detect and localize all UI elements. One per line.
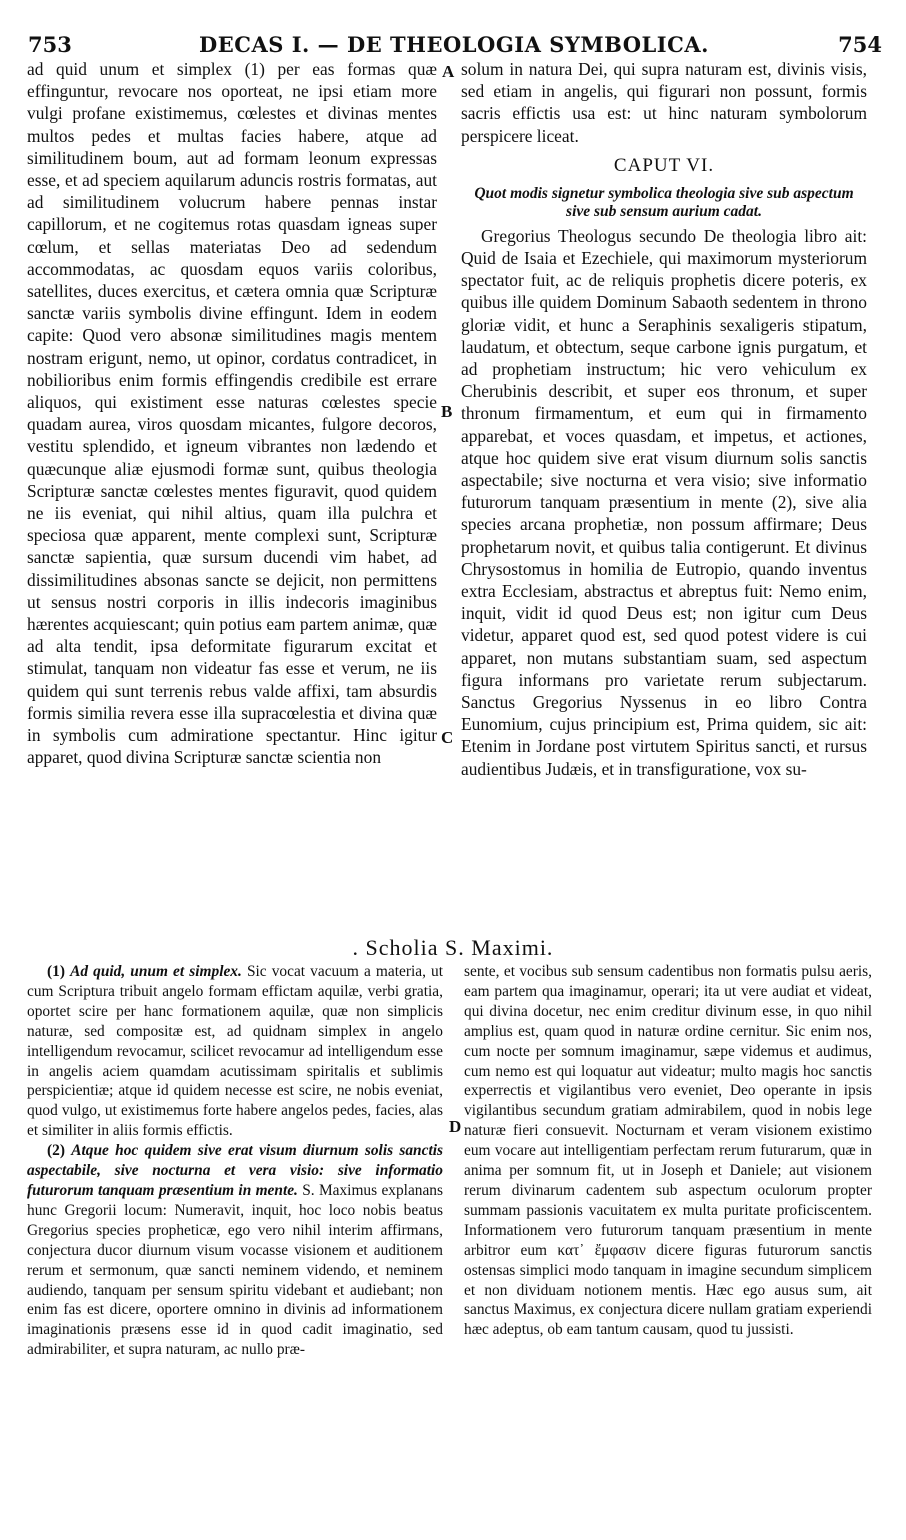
margin-marker-c: C [441, 728, 454, 747]
note-lemma-2: Atque hoc quidem sive erat visum diurnum solis sanctis aspectabile, sive nocturna et vera visio: sive informatio futurorum tanquam præsentium in mente. [27, 1142, 443, 1199]
note-text-1: Sic vocat vacuum a materia, ut cum Scriptura tribuit angelo formam effictam aquilæ, verbi gratia, oportet scire per hanc formationem aquilæ, quæ non simplicis naturæ, sed compositæ est, ad quidnam simplex in angelo intelligendum revocamur, scilicet revocamur ad intelligendum esse in angelis aciem quamdam acutissimam spiritalis et sublimis perspicientiæ; atque id quidem necesse est scire, ne nobis eveniat, quod vulgo, ut existimemus forte habere angelos pedes, facies, alas et similiter in aliis formis effictis. [27, 963, 443, 1140]
scholia-title: . Scholia S. Maximi. [352, 935, 554, 960]
margin-marker-b: B [441, 402, 453, 421]
chapter-subtitle: Quot modis signetur symbolica theologia sive sub aspectum sive sub sensum aurium cadat. [474, 184, 854, 220]
note-lemma-1: Ad quid, unum et simplex. [70, 963, 242, 980]
scholion-2 [27, 1141, 443, 1360]
main-right-intro: solum in natura Dei, qui supra naturam est, divinis visis, sed etiam in angelis, qui figurari non possunt, formis sacris effictis usa est: ut hinc naturam symbolorum perspicere liceat. [461, 59, 867, 146]
scholion-1 [27, 962, 443, 1141]
chapter-title: CAPUT VI. [613, 154, 715, 176]
note-number-2: (2) [47, 1142, 65, 1160]
scholia-column-right [464, 962, 872, 1340]
main-left-text: ad quid unum et simplex (1) per eas formas quæ effinguntur, revocare nos oporteat, ne ipsi etiam more vulgi profane existimemus, cœlestes et divinas mentes multos pedes et multas facies habere, atque ad similitudinem boum, aut ad formam leonum expressas esse, et ad speciem aquilarum aduncis rostris formatas, aut ad similitudinem volucrum habere pennas instar capillorum, et ne cogitemus rotas quasdam igneas super cœlum, et sellas materiatas Deo ad sedendum accommodatas, ac quosdam equos variis coloribus, satellites, duces exercitus, et cætera omnia quæ Scripturæ sanctæ variis symbolis divine effingunt. Idem in eodem capite: Quod vero absonæ similitudines magis mentem nostram erigunt, nemo, ut opinor, cordatus contradicet, in nobilioribus enim formis effingendis credibile est errare aliquos, qui existiment esse naturas cœlestes specie quadam aurea, viros quosdam micantes, fulgore decoros, vestitu splendido, et igneum vibrantes non lædendo et quæcunque aliæ ejusmodi formæ sunt, quibus theologia Scripturæ sanctæ cœlestes mentes figuravit, quod quidem ne iis eveniat, qui nihil altius, quam illa pulchra et speciosa quæ apparent, mente complexi sunt, Scripturæ sanctæ sapientia, quæ sursum ducendi vim habet, ad dissimilitudines absonas sancte se dejicit, non permittens ut sensus nostri corporis in illis indecoris imaginibus hærentes acquiescant; quin potius eam partem animæ, quæ ad alta tendit, ipsa deformitate figurarum excitat et stimulat, tanquam non videatur fas esse et verum, ne iis quidem qui sunt terrenis rebus valde affixi, tam absurdis formis similia revera esse illa supracœlestia et divina quæ in symbolis cum admiratione spectantur. Hinc igitur apparet, quod divina Scripturæ sanctæ scientia non [27, 59, 437, 768]
note-text-2: S. Maximus explanans hunc Gregorii locum: Numeravit, inquit, hoc loco nobis beatus Gregorius species propheticæ, ego vero nihil interim affirmans, conjectura ducor diurnum visum vocasse visionem et auditionem rerum et sermonum, quæ sancti neminem videndo, et neminem audiendo, tanquam per sensum spiritu videbant et audiebant; non enim fas est dicere, oportere omnino in divinis ad informationem imaginationis præsens esse id in quod cadit imaginatio, sed admirabiliter, et supra naturam, ac nullo præ- [27, 1181, 443, 1359]
margin-marker-a: A [442, 62, 455, 81]
running-title: DECAS I. — DE THEOLOGIA SYMBOLICA. [199, 32, 709, 57]
main-column-right [461, 58, 867, 780]
scholia-column-left [27, 962, 443, 1360]
page-number-left: 753 [28, 32, 72, 57]
margin-marker-d: D [449, 1117, 462, 1136]
main-column-left [27, 58, 437, 769]
scholia-right-text: sente, et vocibus sub sensum cadentibus non formatis pulsu aeris, eam partem qua imaginamur, operari; ita ut vere audiat et videat, qui divina docetur, nec enim creditur divinum esse, in quo nihil amplius est, quam quod in naturæ ordine cernitur. Sic enim nos, cum nocte per somnum imaginamur, sæpe videmus et audimus, cum nemo est qui loquatur aut videatur; multo magis hoc sanctis experrectis et vigilantibus vero eveniet, Deo operante in ipsis vigilantibus secundum gratiam admirabilem, quod in nobis lege naturæ fieri consuevit. Nocturnam et veram visionem existimo eum vocare aut intelligentiam perfectam rerum futurarum, quæ in anima per somnum fit, ut in Joseph et Daniele; aut visionem rerum divinarum cadentem sub aspectum oculorum propter summam passionis vacuitatem ex multa puritate proficiscentem. Informationem vero futurorum tanquam præsentium in mente arbitror eum κατ᾽ ἔμφασιν dicere figuras futurorum sanctis ostensas simplici modo tanquam in imagine secundum simplicem et non dividuam notionem mentis. Hæc ego ausus sum, ait sanctus Maximus, ex conjectura dicere nullam gratiam experiendi hæc adeptus, ob eam tantum causam, quod tu jussisti. [464, 963, 872, 1339]
page-number-right: 754 [838, 32, 882, 57]
main-right-text: Gregorius Theologus secundo De theologia libro ait: Quid de Isaia et Ezechiele, qui maximorum mysteriorum spectator fuit, ac de reliquis prophetis dicere poteris, ex quibus ille quidem Dominum Sabaoth sedentem in throno gloriæ vidit, et hunc a Seraphinis sexaligeris stipatum, laudatum, et obtectum, seque carbone ignis purgatum, et ad prophetiam instructum; hic vero vehiculum ex Cherubinis describit, et super eos thronum, et super thronum firmamentum, et eum qui in firmamento apparebat, et voces quasdam, et impetus, et actiones, atque hoc quidem sive erat visum diurnum solis sanctis aspectabile; sive nocturna et vera visio; sive informatio futurorum tanquam præsentium in mente (2), sive alia species arcana prophetiæ, non possum affirmare; Deus prophetarum novit, et quibus talia contigerunt. Et divinus Chrysostomus in homilia de Eutropio, quando inventus extra Ecclesiam, abstractus et abreptus fuit: Nemo enim, inquit, vidit id quod Deus est; non igitur cum Deus videtur, apparet quod est, sed quod potest videre is cui apparet, non mutans substantiam suam, sed aspectum figura informans pro varietate rerum subjectarum. Sanctus Gregorius Nyssenus in eo libro Contra Eunomium, cujus principium est, Prima quidem, sic ait: Etenim in Jordane post virtutem Spiritus sancti, et rursus audientibus Judæis, et in transfiguratione, vox su- [461, 225, 867, 779]
note-number-1: (1) [47, 963, 65, 980]
